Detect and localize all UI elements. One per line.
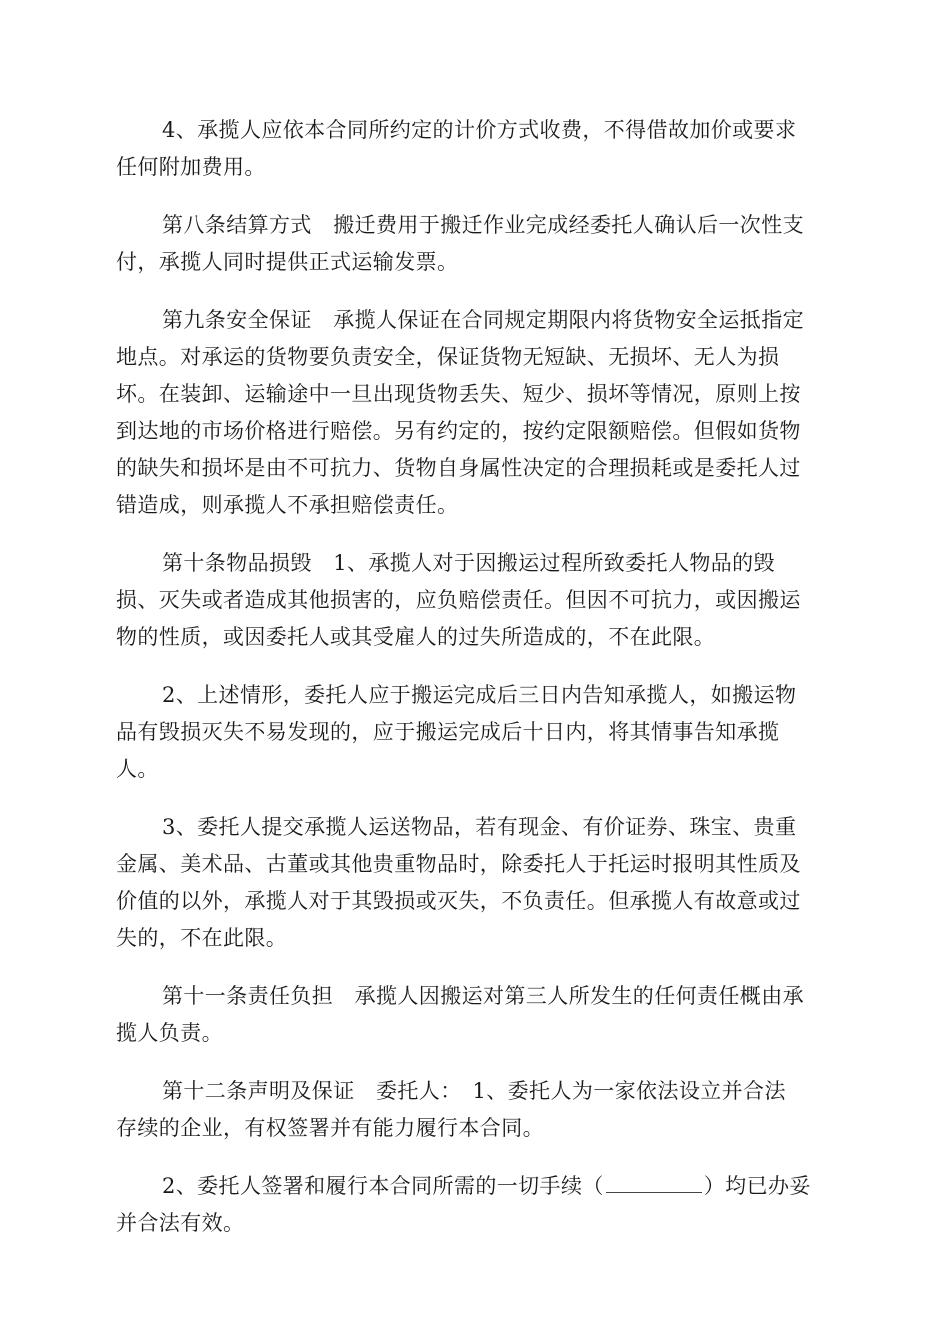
text-line: 物的性质，或因委托人或其受雇人的过失所造成的，不在此限。 — [116, 625, 716, 649]
text-segment: ）均已办妥 — [703, 1174, 811, 1198]
text-line: 品有毁损灭失不易发现的，应于搬运完成后十日内，将其情事告知承揽 — [116, 720, 780, 744]
text-line: 的缺失和损坏是由不可抗力、货物自身属性决定的合理损耗或是委托人过 — [116, 456, 801, 480]
text-line: 第八条结算方式 搬迁费用于搬迁作业完成经委托人确认后一次性支 — [162, 213, 804, 237]
document-page — [116, 112, 834, 1263]
paragraph-article10-item3 — [116, 809, 834, 957]
text-line: 揽人负责。 — [116, 1021, 223, 1045]
text-segment: 2、委托人签署和履行本合同所需的一切手续（ — [162, 1174, 604, 1198]
text-line: 价值的以外，承揽人对于其毁损或灭失，不负责任。但承揽人有故意或过 — [116, 889, 801, 913]
text-line: 任何附加费用。 — [116, 155, 266, 179]
text-line: 人。 — [116, 757, 159, 781]
text-line: 地点。对承运的货物要负责安全，保证货物无短缺、无损坏、无人为损 — [116, 345, 780, 369]
paragraph-article10-item2 — [116, 677, 834, 788]
text-line: 坏。在装卸、运输途中一旦出现货物丢失、短少、损坏等情况，原则上按 — [116, 382, 801, 406]
text-line-with-blank — [116, 1168, 834, 1205]
text-line: 失的，不在此限。 — [116, 926, 288, 950]
paragraph-article9-safety — [116, 302, 834, 524]
text-line: 第九条安全保证 承揽人保证在合同规定期限内将货物安全运抵指定 — [162, 308, 804, 332]
text-line: 错造成，则承揽人不承担赔偿责任。 — [116, 493, 459, 517]
text-line: 第十二条声明及保证 委托人： 1、委托人为一家依法设立并合法 — [162, 1079, 786, 1103]
text-line: 到达地的市场价格进行赔偿。另有约定的，按约定限额赔偿。但假如货物 — [116, 419, 801, 443]
text-line: 2、上述情形，委托人应于搬运完成后三日内告知承揽人，如搬运物 — [162, 683, 797, 707]
fill-in-blank — [606, 1174, 702, 1193]
paragraph-article7-item4 — [116, 112, 834, 186]
text-line: 第十条物品损毁 1、承揽人对于因搬运过程所致委托人物品的毁 — [162, 551, 775, 575]
text-line: 金属、美术品、古董或其他贵重物品时，除委托人于托运时报明其性质及 — [116, 852, 801, 876]
paragraph-article10-damage — [116, 545, 834, 656]
text-line: 第十一条责任负担 承揽人因搬运对第三人所发生的任何责任概由承 — [162, 984, 804, 1008]
text-line: 付，承揽人同时提供正式运输发票。 — [116, 250, 459, 274]
text-line: 存续的企业，有权签署并有能力履行本合同。 — [116, 1116, 544, 1140]
paragraph-article11-liability — [116, 978, 834, 1052]
paragraph-article12-item2 — [116, 1168, 834, 1242]
text-line: 4、承揽人应依本合同所约定的计价方式收费，不得借故加价或要求 — [162, 118, 797, 142]
paragraph-article8-settlement — [116, 207, 834, 281]
paragraph-article12-declaration — [116, 1073, 834, 1147]
text-line: 3、委托人提交承揽人运送物品，若有现金、有价证券、珠宝、贵重 — [162, 815, 797, 839]
text-line: 并合法有效。 — [116, 1211, 245, 1235]
text-line: 损、灭失或者造成其他损害的，应负赔偿责任。但因不可抗力，或因搬运 — [116, 588, 801, 612]
